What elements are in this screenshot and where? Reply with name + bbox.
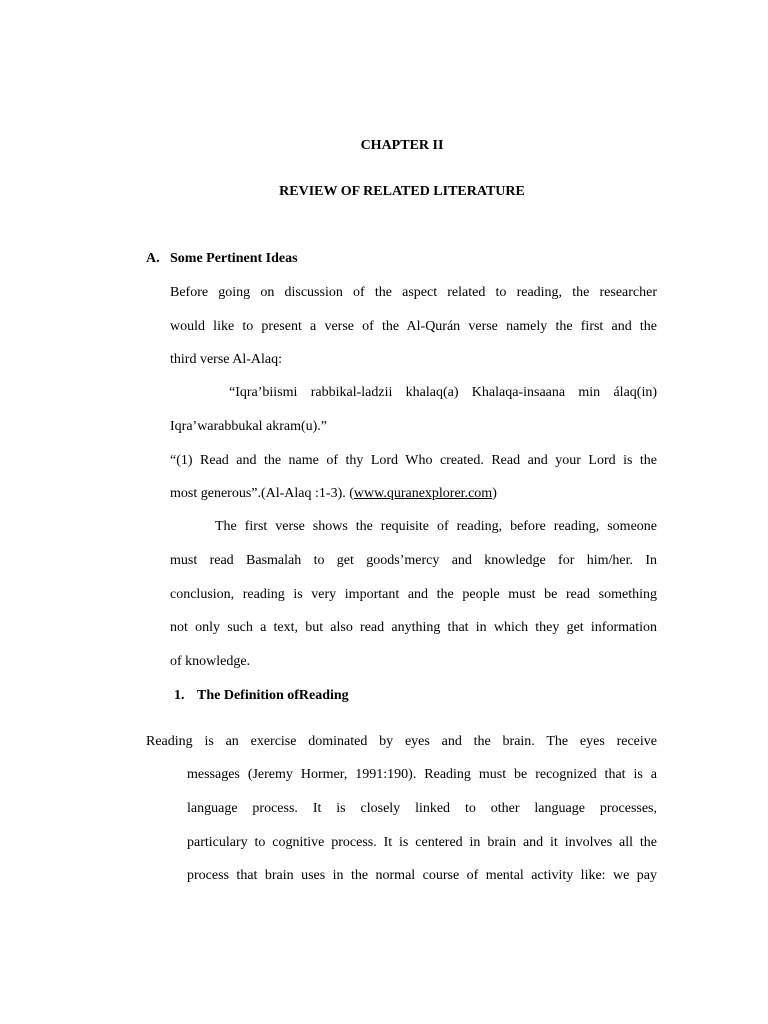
paragraph-line: The first verse shows the requisite of reading, before reading, someone [215,519,657,534]
subsection-1-heading: The Definition ofReading [197,688,349,703]
translation-line: “(1) Read and the name of thy Lord Who created. Read and your Lord is the [170,453,657,468]
subsection-1-marker: 1. [174,688,185,703]
section-a-line: would like to present a verse of the Al-Qurán verse namely the first and the [170,319,657,334]
quote-line: “Iqra’biismi rabbikal-ladzii khalaq(a) Khalaqa-insaana min álaq(in) [229,385,657,400]
section-a-marker: A. [146,251,160,266]
quote-line: Iqra’warabbukal akram(u).” [170,419,328,434]
paragraph-line: of knowledge. [170,654,251,669]
paragraph-line: must read Basmalah to get goods’mercy and knowledge for him/her. In [170,553,657,568]
subsection-1-line: process that brain uses in the normal course of mental activity like: we pay [187,868,657,883]
subsection-1-line: language process. It is closely linked to other language processes, [187,801,657,816]
subsection-1-line: particulary to cognitive process. It is centered in brain and it involves all the [187,835,657,850]
quranexplorer-link[interactable]: www.quranexplorer.com [353,486,493,501]
translation-line-with-link [170,486,497,502]
section-a-line: Before going on discussion of the aspect related to reading, the researcher [170,285,657,300]
translation-text: most generous”.(Al-Alaq :1-3). ( [170,486,354,501]
section-a-line: third verse Al-Alaq: [170,352,282,367]
chapter-number: CHAPTER II [360,138,444,153]
chapter-title: REVIEW OF RELATED LITERATURE [279,184,525,199]
paragraph-line: not only such a text, but also read anything that in which they get information [170,620,657,635]
paragraph-line: conclusion, reading is very important and the people must be read something [170,587,657,602]
section-a-heading: Some Pertinent Ideas [170,251,298,266]
subsection-1-line: Reading is an exercise dominated by eyes and the brain. The eyes receive [146,734,657,749]
subsection-1-line: messages (Jeremy Hormer, 1991:190). Reading must be recognized that is a [187,767,657,782]
translation-close: ) [492,486,497,501]
